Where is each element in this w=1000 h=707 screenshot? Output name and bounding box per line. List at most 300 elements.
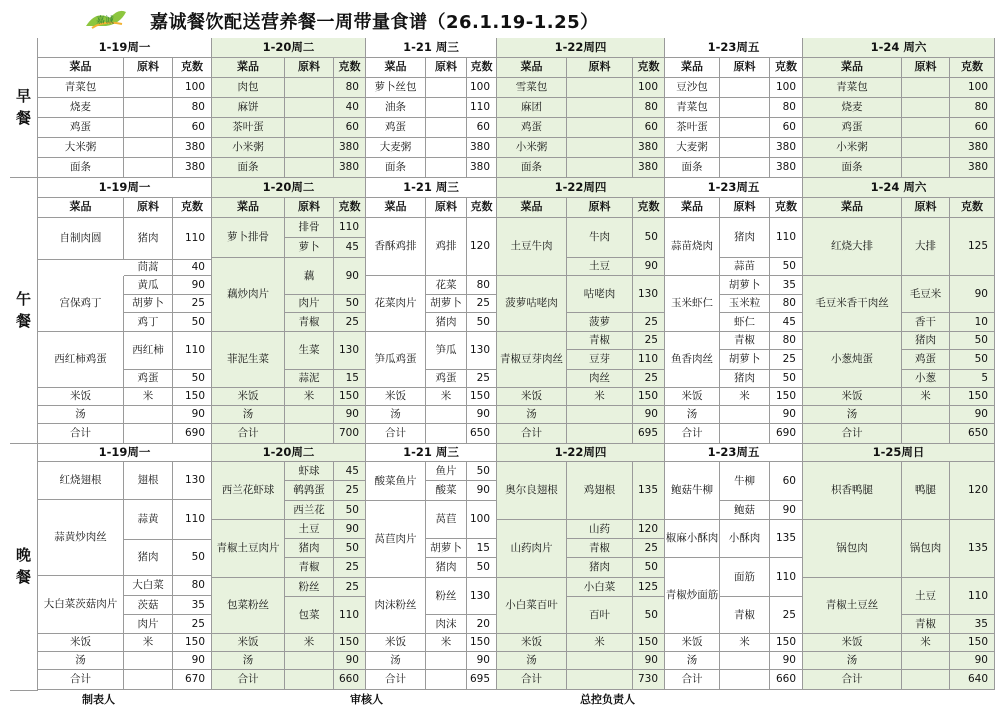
column-header: 克数 xyxy=(950,58,995,78)
day-header: 1-20周二 xyxy=(212,444,366,462)
ingredient-cell xyxy=(426,98,467,118)
soup-cell: 汤 xyxy=(497,406,567,424)
grams-cell: 110 xyxy=(467,98,497,118)
dish-cell: 小米粥 xyxy=(803,138,902,158)
ingredient-cell: 青椒 xyxy=(720,597,770,634)
grams-cell: 110 xyxy=(173,500,212,540)
ingredient-cell: 青椒 xyxy=(285,558,334,578)
logo-text: 嘉诚 xyxy=(96,16,115,26)
grams-cell: 110 xyxy=(633,350,665,370)
soup-grams: 90 xyxy=(950,652,995,670)
dish-cell: 藕炒肉片 xyxy=(212,258,285,332)
grams-cell: 380 xyxy=(173,138,212,158)
grams-cell: 50 xyxy=(173,540,212,576)
column-header: 原料 xyxy=(285,58,334,78)
grams-cell: 25 xyxy=(770,597,803,634)
rice-ingredient: 米 xyxy=(426,634,467,652)
ingredient-cell: 藕 xyxy=(285,258,334,295)
grams-cell: 110 xyxy=(334,218,366,238)
grams-cell: 40 xyxy=(334,98,366,118)
ingredient-cell: 茨菇 xyxy=(124,596,173,615)
total-grams: 700 xyxy=(334,424,366,444)
dish-cell: 青椒炒面筋 xyxy=(665,558,720,634)
rice-ingredient: 米 xyxy=(720,388,770,406)
grams-cell: 25 xyxy=(633,313,665,332)
rice-cell: 米饭 xyxy=(665,388,720,406)
grams-cell: 120 xyxy=(467,218,497,276)
rice-grams: 150 xyxy=(950,388,995,406)
grams-cell: 100 xyxy=(950,78,995,98)
day-header: 1-24 周六 xyxy=(803,38,995,58)
total-grams: 730 xyxy=(633,670,665,690)
rice-grams: 150 xyxy=(467,388,497,406)
grams-cell: 80 xyxy=(334,78,366,98)
grams-cell: 15 xyxy=(467,539,497,558)
dish-cell: 菲泥生菜 xyxy=(212,332,285,388)
grams-cell: 135 xyxy=(770,520,803,558)
rice-ingredient: 米 xyxy=(285,634,334,652)
ingredient-cell: 蒜泥 xyxy=(285,370,334,388)
grams-cell: 130 xyxy=(467,332,497,370)
column-header: 原料 xyxy=(567,198,633,218)
column-header: 克数 xyxy=(173,58,212,78)
dish-cell: 大米粥 xyxy=(38,138,124,158)
ingredient-cell: 鸡蛋 xyxy=(902,350,950,370)
ingredient-cell: 胡萝卜 xyxy=(124,295,173,313)
dish-cell: 面条 xyxy=(38,158,124,178)
grams-cell: 50 xyxy=(173,370,212,388)
grams-cell: 60 xyxy=(633,118,665,138)
column-header: 克数 xyxy=(334,198,366,218)
ingredient-cell: 土豆 xyxy=(285,520,334,539)
rice-grams: 150 xyxy=(467,634,497,652)
ingredient-cell: 鸡排 xyxy=(426,218,467,276)
ingredient-cell: 猪肉 xyxy=(124,540,173,576)
grams-cell: 80 xyxy=(173,98,212,118)
ingredient-cell: 牛柳 xyxy=(720,462,770,501)
ingredient-cell xyxy=(902,118,950,138)
total-blank xyxy=(124,670,173,690)
grams-cell: 90 xyxy=(950,276,995,313)
dish-cell: 鸡蛋 xyxy=(38,118,124,138)
day-header: 1-21 周三 xyxy=(366,178,497,198)
total-blank xyxy=(567,670,633,690)
column-header: 克数 xyxy=(334,58,366,78)
grams-cell: 25 xyxy=(467,295,497,313)
dish-cell: 鸡蛋 xyxy=(497,118,567,138)
soup-grams: 90 xyxy=(770,652,803,670)
column-header: 菜品 xyxy=(497,58,567,78)
total-grams: 660 xyxy=(334,670,366,690)
ingredient-cell: 肉丝 xyxy=(567,370,633,388)
dish-cell: 面条 xyxy=(803,158,902,178)
dish-cell: 鸡蛋 xyxy=(803,118,902,138)
dish-cell: 山药肉片 xyxy=(497,520,567,578)
grams-cell: 80 xyxy=(770,332,803,350)
ingredient-cell xyxy=(902,98,950,118)
soup-ingredient xyxy=(720,652,770,670)
soup-cell: 汤 xyxy=(665,652,720,670)
rice-cell: 米饭 xyxy=(665,634,720,652)
ingredient-cell: 花菜 xyxy=(426,276,467,295)
soup-cell: 汤 xyxy=(38,652,124,670)
ingredient-cell: 猪肉 xyxy=(426,558,467,578)
dish-cell: 萝卜丝包 xyxy=(366,78,426,98)
soup-ingredient xyxy=(567,652,633,670)
ingredient-cell: 鸭腿 xyxy=(902,462,950,520)
day-header: 1-19周一 xyxy=(38,444,212,462)
ingredient-cell: 锅包肉 xyxy=(902,520,950,578)
dish-cell: 枳香鸭腿 xyxy=(803,462,902,520)
column-header: 菜品 xyxy=(212,58,285,78)
dish-cell: 青椒土豆肉片 xyxy=(212,520,285,578)
ingredient-cell xyxy=(124,78,173,98)
grams-cell: 110 xyxy=(770,558,803,597)
grams-cell: 35 xyxy=(770,276,803,295)
column-header: 克数 xyxy=(770,198,803,218)
ingredient-cell: 青椒 xyxy=(567,332,633,350)
rice-cell: 米饭 xyxy=(212,634,285,652)
grams-cell: 25 xyxy=(633,539,665,558)
ingredient-cell: 鱼片 xyxy=(426,462,467,481)
day-header: 1-21 周三 xyxy=(366,444,497,462)
dish-cell: 小葱炖蛋 xyxy=(803,332,902,388)
grams-cell: 110 xyxy=(950,578,995,615)
meal-label-dinner: 晚餐 xyxy=(10,444,38,691)
ingredient-cell: 青椒 xyxy=(902,615,950,634)
grams-cell: 45 xyxy=(334,462,366,481)
ingredient-cell: 面筋 xyxy=(720,558,770,597)
ingredient-cell: 菠萝 xyxy=(567,313,633,332)
grams-cell: 100 xyxy=(467,78,497,98)
ingredient-cell: 虾仁 xyxy=(720,313,770,332)
rice-grams: 150 xyxy=(334,388,366,406)
ingredient-cell: 鸡翅根 xyxy=(567,462,633,520)
soup-grams: 90 xyxy=(950,406,995,424)
grams-cell: 15 xyxy=(334,370,366,388)
grams-cell: 125 xyxy=(950,218,995,276)
ingredient-cell: 酸菜 xyxy=(426,481,467,501)
grams-cell: 380 xyxy=(633,138,665,158)
total-grams: 690 xyxy=(173,424,212,444)
ingredient-cell: 土豆 xyxy=(567,258,633,276)
column-header: 原料 xyxy=(720,198,770,218)
grams-cell: 110 xyxy=(173,218,212,260)
ingredient-cell: 胡萝卜 xyxy=(426,295,467,313)
grams-cell: 5 xyxy=(950,370,995,388)
soup-grams: 90 xyxy=(467,406,497,424)
column-header: 原料 xyxy=(720,58,770,78)
grams-cell: 130 xyxy=(334,332,366,370)
rice-grams: 150 xyxy=(633,388,665,406)
soup-ingredient xyxy=(124,652,173,670)
ingredient-cell: 粉丝 xyxy=(285,578,334,597)
grams-cell: 25 xyxy=(334,313,366,332)
column-header: 原料 xyxy=(567,58,633,78)
soup-cell: 汤 xyxy=(665,406,720,424)
ingredient-cell: 胡萝卜 xyxy=(720,276,770,295)
ingredient-cell xyxy=(720,138,770,158)
ingredient-cell: 鸡蛋 xyxy=(426,370,467,388)
grams-cell: 380 xyxy=(334,138,366,158)
soup-ingredient xyxy=(426,652,467,670)
ingredient-cell: 肉片 xyxy=(285,295,334,313)
total-label: 合计 xyxy=(212,424,285,444)
ingredient-cell xyxy=(902,78,950,98)
dish-cell: 肉沫粉丝 xyxy=(366,578,426,634)
grams-cell: 80 xyxy=(950,98,995,118)
column-header: 菜品 xyxy=(212,198,285,218)
soup-cell: 汤 xyxy=(803,406,902,424)
ingredient-cell: 香干 xyxy=(902,313,950,332)
grams-cell: 50 xyxy=(950,350,995,370)
soup-ingredient xyxy=(285,406,334,424)
ingredient-cell: 山药 xyxy=(567,520,633,539)
ingredient-cell: 茼蒿 xyxy=(124,260,173,276)
dish-cell: 小白菜百叶 xyxy=(497,578,567,634)
column-header: 菜品 xyxy=(366,58,426,78)
grams-cell: 380 xyxy=(467,158,497,178)
footer-preparer: 制表人 xyxy=(82,693,115,706)
dish-cell: 豆沙包 xyxy=(665,78,720,98)
total-blank xyxy=(426,670,467,690)
ingredient-cell: 咕咾肉 xyxy=(567,276,633,313)
rice-ingredient: 米 xyxy=(124,388,173,406)
grams-cell: 90 xyxy=(334,520,366,539)
grams-cell: 380 xyxy=(950,158,995,178)
grams-cell: 100 xyxy=(467,501,497,539)
ingredient-cell: 包菜 xyxy=(285,597,334,634)
ingredient-cell xyxy=(124,158,173,178)
total-blank xyxy=(902,424,950,444)
column-header: 菜品 xyxy=(803,198,902,218)
column-header: 原料 xyxy=(902,58,950,78)
total-grams: 660 xyxy=(770,670,803,690)
ingredient-cell: 笋瓜 xyxy=(426,332,467,370)
total-label: 合计 xyxy=(38,424,124,444)
dish-cell: 烧麦 xyxy=(803,98,902,118)
ingredient-cell xyxy=(124,98,173,118)
grams-cell: 110 xyxy=(173,332,212,370)
rice-ingredient: 米 xyxy=(720,634,770,652)
grams-cell: 380 xyxy=(467,138,497,158)
total-blank xyxy=(720,424,770,444)
dish-cell: 毛豆米香干肉丝 xyxy=(803,276,902,332)
ingredient-cell: 莴苣 xyxy=(426,501,467,539)
total-grams: 695 xyxy=(467,670,497,690)
grams-cell: 100 xyxy=(173,78,212,98)
day-header: 1-25周日 xyxy=(803,444,995,462)
dish-cell: 麻团 xyxy=(497,98,567,118)
dish-cell: 红烧翅根 xyxy=(38,462,124,500)
ingredient-cell: 鲍菇 xyxy=(720,501,770,520)
grams-cell: 45 xyxy=(770,313,803,332)
total-blank xyxy=(902,670,950,690)
grams-cell: 25 xyxy=(173,295,212,313)
grams-cell: 50 xyxy=(633,597,665,634)
dish-cell: 青菜包 xyxy=(803,78,902,98)
total-blank xyxy=(285,424,334,444)
soup-ingredient xyxy=(426,406,467,424)
total-label: 合计 xyxy=(497,424,567,444)
soup-grams: 90 xyxy=(334,406,366,424)
rice-ingredient: 米 xyxy=(426,388,467,406)
total-blank xyxy=(285,670,334,690)
dish-cell: 鲍菇牛柳 xyxy=(665,462,720,520)
column-header: 原料 xyxy=(285,198,334,218)
dish-cell: 笋瓜鸡蛋 xyxy=(366,332,426,388)
day-header: 1-23周五 xyxy=(665,444,803,462)
column-header: 克数 xyxy=(950,198,995,218)
grams-cell: 50 xyxy=(770,258,803,276)
rice-cell: 米饭 xyxy=(366,634,426,652)
ingredient-cell: 猪肉 xyxy=(567,558,633,578)
ingredient-cell: 蒜黄 xyxy=(124,500,173,540)
dish-cell: 包菜粉丝 xyxy=(212,578,285,634)
column-header: 原料 xyxy=(426,58,467,78)
dish-cell: 奥尔良翅根 xyxy=(497,462,567,520)
soup-ingredient xyxy=(720,406,770,424)
soup-cell: 汤 xyxy=(212,406,285,424)
column-header: 原料 xyxy=(426,198,467,218)
dish-cell: 烧麦 xyxy=(38,98,124,118)
column-header: 克数 xyxy=(633,198,665,218)
soup-ingredient xyxy=(124,406,173,424)
dish-cell: 油条 xyxy=(366,98,426,118)
dish-cell: 花菜肉片 xyxy=(366,276,426,332)
ingredient-cell xyxy=(567,98,633,118)
ingredient-cell: 西兰花 xyxy=(285,501,334,520)
grams-cell: 90 xyxy=(633,258,665,276)
grams-cell: 130 xyxy=(633,276,665,313)
dish-cell: 大麦粥 xyxy=(665,138,720,158)
grams-cell: 10 xyxy=(950,313,995,332)
ingredient-cell xyxy=(426,78,467,98)
rice-grams: 150 xyxy=(173,388,212,406)
dish-cell: 茶叶蛋 xyxy=(212,118,285,138)
grams-cell: 380 xyxy=(334,158,366,178)
ingredient-cell: 猪肉 xyxy=(720,370,770,388)
dish-cell: 香酥鸡排 xyxy=(366,218,426,276)
dish-cell: 麻饼 xyxy=(212,98,285,118)
total-grams: 650 xyxy=(950,424,995,444)
ingredient-cell xyxy=(567,78,633,98)
ingredient-cell: 猪肉 xyxy=(285,539,334,558)
total-grams: 650 xyxy=(467,424,497,444)
dish-cell: 面条 xyxy=(366,158,426,178)
grams-cell: 40 xyxy=(173,260,212,276)
grams-cell: 35 xyxy=(950,615,995,634)
rice-cell: 米饭 xyxy=(38,634,124,652)
column-header: 克数 xyxy=(467,58,497,78)
ingredient-cell xyxy=(426,138,467,158)
ingredient-cell xyxy=(285,138,334,158)
grams-cell: 380 xyxy=(633,158,665,178)
rice-ingredient: 米 xyxy=(567,388,633,406)
ingredient-cell: 排骨 xyxy=(285,218,334,238)
grams-cell: 90 xyxy=(173,276,212,295)
ingredient-cell: 胡萝卜 xyxy=(720,350,770,370)
grams-cell: 380 xyxy=(173,158,212,178)
grams-cell: 45 xyxy=(334,238,366,258)
rice-grams: 150 xyxy=(950,634,995,652)
day-header: 1-20周二 xyxy=(212,178,366,198)
dish-cell: 小米粥 xyxy=(497,138,567,158)
ingredient-cell: 青椒 xyxy=(567,539,633,558)
total-label: 合计 xyxy=(665,670,720,690)
total-label: 合计 xyxy=(38,670,124,690)
column-header: 原料 xyxy=(902,198,950,218)
day-header: 1-22周四 xyxy=(497,178,665,198)
soup-grams: 90 xyxy=(173,406,212,424)
grams-cell: 50 xyxy=(334,539,366,558)
dish-cell: 锅包肉 xyxy=(803,520,902,578)
grams-cell: 135 xyxy=(950,520,995,578)
grams-cell: 20 xyxy=(467,615,497,634)
rice-ingredient: 米 xyxy=(285,388,334,406)
ingredient-cell xyxy=(426,158,467,178)
dish-cell: 面条 xyxy=(212,158,285,178)
soup-grams: 90 xyxy=(467,652,497,670)
ingredient-cell: 粉丝 xyxy=(426,578,467,615)
rice-cell: 米饭 xyxy=(497,634,567,652)
ingredient-cell xyxy=(902,158,950,178)
column-header: 克数 xyxy=(770,58,803,78)
ingredient-cell: 黄瓜 xyxy=(124,276,173,295)
ingredient-cell: 百叶 xyxy=(567,597,633,634)
dish-cell: 鸡蛋 xyxy=(366,118,426,138)
dish-cell: 鱼香肉丝 xyxy=(665,332,720,388)
rice-grams: 150 xyxy=(633,634,665,652)
grams-cell: 110 xyxy=(770,218,803,258)
ingredient-cell: 小白菜 xyxy=(567,578,633,597)
footer-reviewer: 审核人 xyxy=(350,693,383,706)
ingredient-cell: 小酥肉 xyxy=(720,520,770,558)
rice-cell: 米饭 xyxy=(803,634,902,652)
soup-ingredient xyxy=(567,406,633,424)
day-header: 1-21 周三 xyxy=(366,38,497,58)
dish-cell: 酸菜鱼片 xyxy=(366,462,426,501)
column-header: 菜品 xyxy=(38,198,124,218)
ingredient-cell xyxy=(285,118,334,138)
dish-cell: 萝卜排骨 xyxy=(212,218,285,258)
grams-cell: 25 xyxy=(334,558,366,578)
dish-cell: 椒麻小酥肉 xyxy=(665,520,720,558)
ingredient-cell: 胡萝卜 xyxy=(426,539,467,558)
day-header: 1-19周一 xyxy=(38,38,212,58)
rice-cell: 米饭 xyxy=(497,388,567,406)
meal-label-breakfast: 早餐 xyxy=(10,38,38,178)
grams-cell: 60 xyxy=(467,118,497,138)
grams-cell: 80 xyxy=(770,295,803,313)
dish-cell: 宫保鸡丁 xyxy=(38,276,124,332)
grams-cell: 60 xyxy=(950,118,995,138)
day-header: 1-22周四 xyxy=(497,38,665,58)
grams-cell: 25 xyxy=(334,578,366,597)
grams-cell: 135 xyxy=(633,462,665,520)
grams-cell: 80 xyxy=(770,98,803,118)
grams-cell: 100 xyxy=(633,78,665,98)
grams-cell: 35 xyxy=(173,596,212,615)
ingredient-cell: 豆芽 xyxy=(567,350,633,370)
meal-label-lunch: 午餐 xyxy=(10,178,38,444)
grams-cell: 50 xyxy=(467,462,497,481)
rice-cell: 米饭 xyxy=(366,388,426,406)
ingredient-cell: 翅根 xyxy=(124,462,173,500)
column-header: 菜品 xyxy=(366,198,426,218)
soup-cell: 汤 xyxy=(212,652,285,670)
rice-cell: 米饭 xyxy=(803,388,902,406)
